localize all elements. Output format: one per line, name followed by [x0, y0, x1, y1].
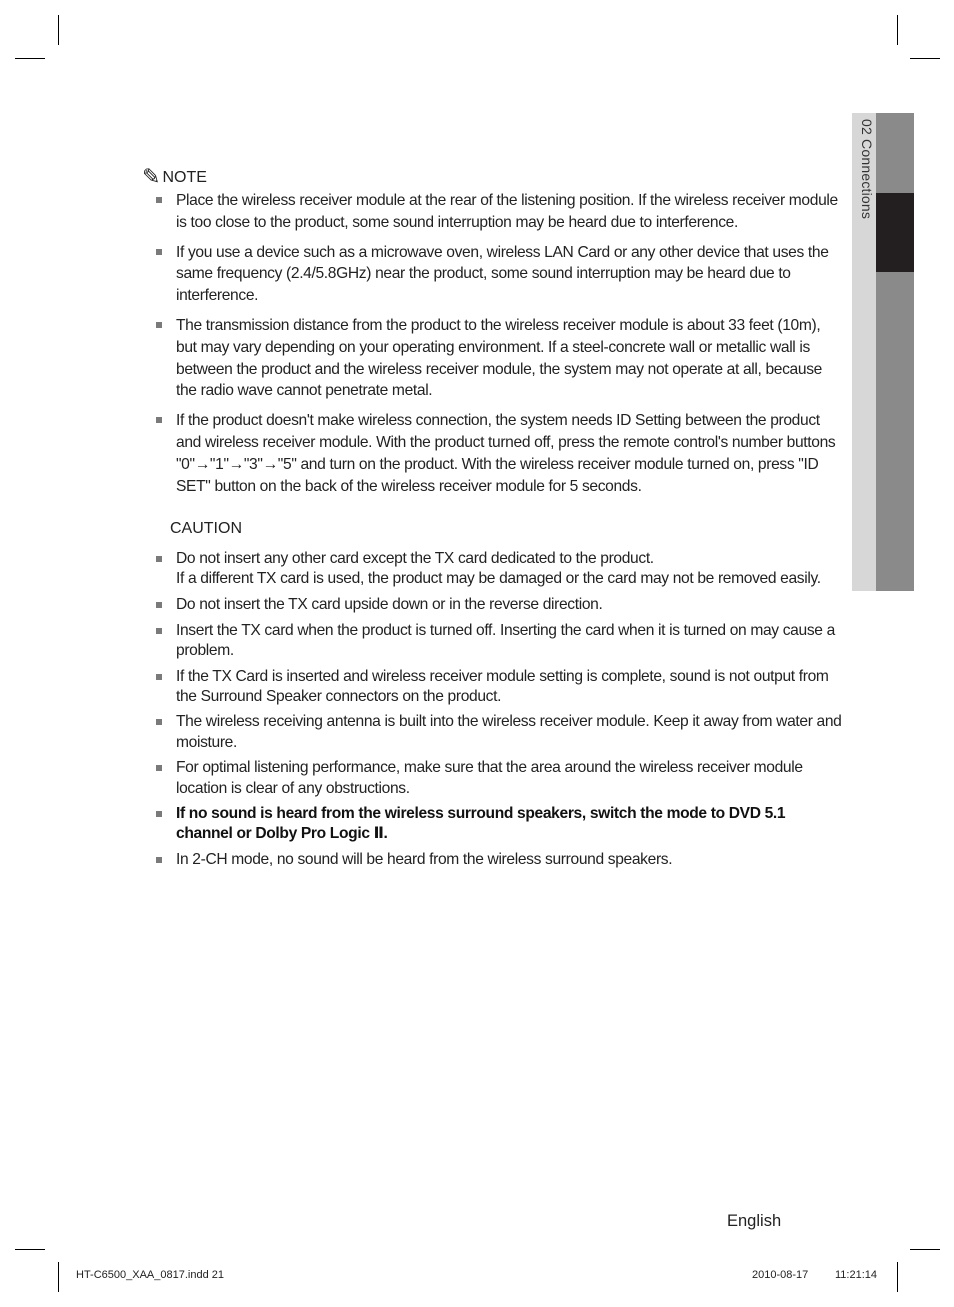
- list-item: [154, 190, 842, 234]
- pencil-icon: ✎: [142, 164, 161, 189]
- chapter-tab-label: 02 Connections: [859, 119, 875, 220]
- list-item: [154, 549, 842, 589]
- bullet-square-icon: [156, 811, 162, 817]
- list-item: [154, 315, 842, 402]
- list-item-text: Place the wireless receiver module at the rear of the listening position. If the wireless receiver module is too close to the product, some sound interruption may be heard due to interference.: [176, 192, 838, 231]
- bullet-square-icon: [156, 628, 162, 634]
- list-item-text: If no sound is heard from the wireless surround speakers, switch the mode to DVD 5.1 channel or Dolby Pro Logic Ⅱ.: [176, 805, 786, 843]
- footer-language: English: [727, 1212, 782, 1230]
- slug-time: 11:21:14: [835, 1269, 878, 1281]
- note-heading: [142, 164, 207, 190]
- list-item: [154, 667, 842, 707]
- list-item-text: Do not insert the TX card upside down or in the reverse direction.: [176, 595, 603, 613]
- list-item: [154, 850, 842, 870]
- list-item-text: For optimal listening performance, make sure that the area around the wireless receiver module location is clear of any obstructions.: [176, 759, 803, 797]
- list-item: [154, 758, 842, 798]
- list-item-text: If you use a device such as a microwave oven, wireless LAN Card or any other device that uses the same frequency (2.4/5.8GHz) near the product, some sound interruption may be heard due to interference.: [176, 243, 829, 305]
- list-item: [154, 595, 842, 615]
- crop-mark: [897, 15, 898, 45]
- list-item: [154, 621, 842, 661]
- caution-heading: CAUTION: [170, 520, 242, 537]
- crop-mark: [15, 1249, 45, 1250]
- bullet-square-icon: [156, 719, 162, 725]
- chapter-tab-dark: [876, 113, 914, 591]
- bullet-square-icon: [156, 322, 162, 328]
- crop-mark: [897, 1262, 898, 1292]
- list-item-text: Do not insert any other card except the TX card dedicated to the product.: [176, 550, 654, 567]
- crop-mark: [15, 58, 45, 59]
- note-heading-text: NOTE: [162, 169, 207, 186]
- list-item-text: If a different TX card is used, the product may be damaged or the card may not be removed easily.: [176, 570, 821, 588]
- slug-date: 2010-08-17: [752, 1269, 809, 1281]
- bullet-square-icon: [156, 674, 162, 680]
- bullet-square-icon: [156, 857, 162, 863]
- note-list: [154, 190, 842, 505]
- list-item-text: The transmission distance from the product to the wireless receiver module is about 33 feet (10m), but may vary depending on your operating environment. If a steel-concrete wall or metallic wall is between the product and the wireless receiver module, the system may not operate at all, because the radio wave cannot penetrate metal.: [176, 316, 822, 400]
- list-item-text: Insert the TX card when the product is turned off. Inserting the card when it is turned on may cause a problem.: [176, 621, 835, 659]
- bullet-square-icon: [156, 602, 162, 608]
- slug-file-info: HT-C6500_XAA_0817.indd 21: [76, 1269, 224, 1281]
- list-item-text: If the product doesn't make wireless connection, the system needs ID Setting between the product and wireless receiver module. With the product turned off, press the remote control's number buttons "0"→"1"→"3"→"5" and turn on the product. With the wireless receiver module turned on, press "ID SET" button on the back of the wireless receiver module for 5 seconds.: [176, 412, 836, 495]
- bullet-square-icon: [156, 417, 162, 423]
- list-item: [154, 410, 842, 497]
- bullet-square-icon: [156, 556, 162, 562]
- crop-mark: [58, 1262, 59, 1292]
- list-item: [154, 242, 842, 307]
- crop-mark: [910, 58, 940, 59]
- crop-mark: [910, 1249, 940, 1250]
- list-item-emphasis: [154, 804, 842, 844]
- bullet-square-icon: [156, 765, 162, 771]
- bullet-square-icon: [156, 197, 162, 203]
- list-item-text: In 2-CH mode, no sound will be heard from the wireless surround speakers.: [176, 851, 673, 869]
- list-item-text: If the TX Card is inserted and wireless receiver module setting is complete, sound is not output from the Surround Speaker connectors on the product.: [176, 667, 829, 705]
- bullet-square-icon: [156, 249, 162, 255]
- list-item-text: The wireless receiving antenna is built into the wireless receiver module. Keep it away from water and moisture.: [176, 713, 842, 751]
- chapter-tab-active-marker: [876, 193, 914, 272]
- crop-mark: [58, 15, 59, 45]
- chapter-tab: [852, 113, 914, 591]
- list-item: [154, 712, 842, 752]
- caution-list: [154, 549, 842, 876]
